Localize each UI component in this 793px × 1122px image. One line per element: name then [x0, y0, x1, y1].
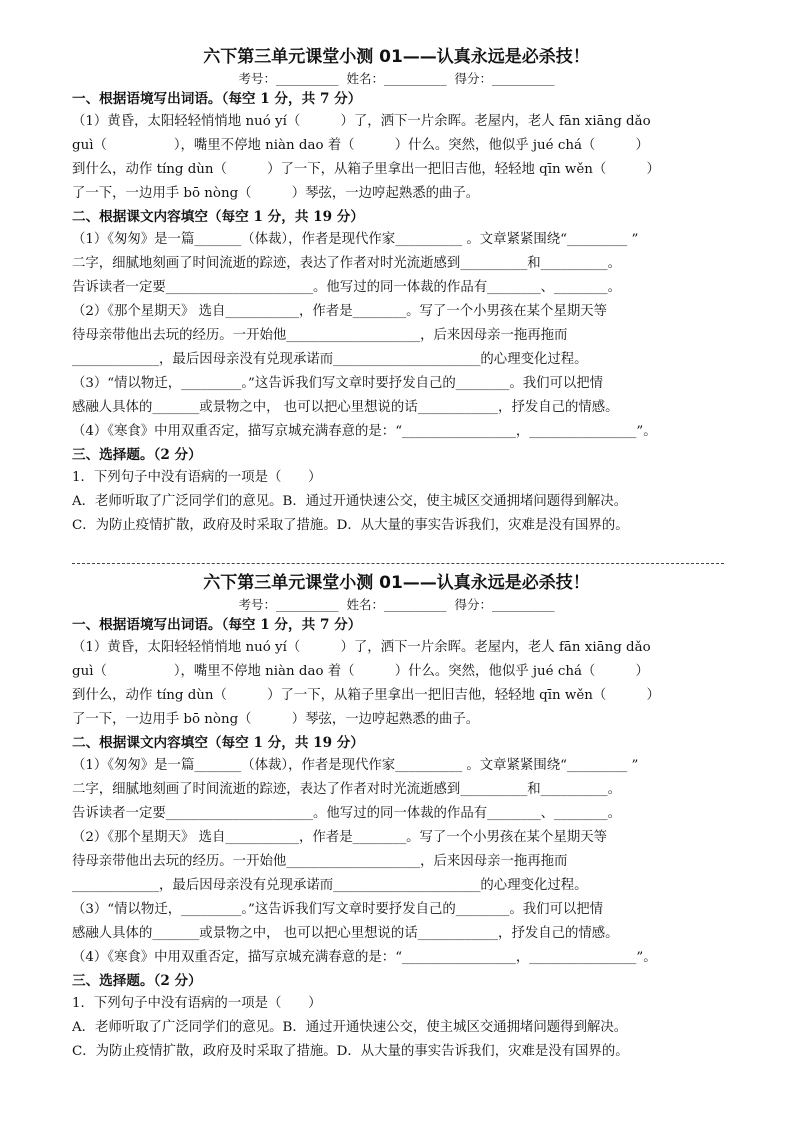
section-2-line: （4）《寒食》中用双重否定，描写京城充满春意的是：“_________________，________________”。 [72, 424, 657, 439]
section-1-heading: 一、根据语境写出词语。（每空 1 分，共 7 分） [72, 617, 362, 633]
section-1-heading: 一、根据语境写出词语。（每空 1 分，共 7 分） [72, 91, 362, 107]
section-3-heading: 三、选择题。（2 分） [72, 973, 202, 989]
section-2-heading: 二、根据课文内容填空（每空 1 分，共 19 分） [72, 209, 364, 225]
section-3-heading: 三、选择题。（2 分） [72, 447, 202, 463]
section-1-line: 了一下，一边用手 bō nòng（ ）琴弦，一边哼起熟悉的曲子。 [72, 712, 480, 727]
section-3-line: 1．下列句子中没有语病的一项是（ ） [72, 996, 322, 1011]
section-2-line: （3）“情以物迁，_________。”这告诉我们写文章时要抒发自己的________。我们可以把情 [72, 902, 604, 917]
quiz-content [72, 88, 724, 538]
section-2-line: _____________，最后因母亲没有兑现承诺而______________________的心理变化过程。 [72, 878, 588, 893]
quiz-title: 六下第三单元课堂小测 01——认真永远是必杀技！ [203, 47, 590, 67]
section-2-line: 告诉读者一定要______________________。他写过的同一体裁的作品有________、________。 [72, 280, 622, 295]
section-2-line: 感融人具体的_______或景物之中， 也可以把心里想说的话____________，抒发自己的情感。 [72, 926, 619, 941]
section-1-line: （1）黄昏，太阳轻轻悄悄地 nuó yí（ ）了，洒下一片余晖。老屋内，老人 fān xiāng dǎo [72, 640, 651, 655]
quiz-title: 六下第三单元课堂小测 01——认真永远是必杀技！ [203, 573, 590, 593]
section-3-line: A．老师听取了广泛同学们的意见。B．通过开通快速公交，使主城区交通拥堵问题得到解决。 [72, 494, 628, 509]
section-1-line: 到什么，动作 tíng dùn（ ）了一下，从箱子里拿出一把旧吉他，轻轻地 qīn wěn（ ） [72, 162, 660, 177]
section-3-line: A．老师听取了广泛同学们的意见。B．通过开通快速公交，使主城区交通拥堵问题得到解决。 [72, 1020, 628, 1035]
section-1-line: （1）黄昏，太阳轻轻悄悄地 nuó yí（ ）了，洒下一片余晖。老屋内，老人 fān xiāng dǎo [72, 114, 651, 129]
section-2-line: 待母亲带他出去玩的经历。一开始他____________________，后来因母亲一拖再拖而 [72, 328, 568, 343]
section-2-line: （1）《匆匆》是一篇_______（体裁），作者是现代作家__________ 。文章紧紧围绕“_________ ” [72, 758, 639, 773]
section-2-line: （2）《那个星期天》 选自___________，作者是________。写了一个小男孩在某个星期天等 [72, 830, 608, 845]
section-1-line: 了一下，一边用手 bō nòng（ ）琴弦，一边哼起熟悉的曲子。 [72, 186, 480, 201]
section-2-line: （3）“情以物迁，_________。”这告诉我们写文章时要抒发自己的________。我们可以把情 [72, 376, 604, 391]
quiz-meta: 考号：__________ 姓名：__________ 得分：__________ [238, 597, 555, 612]
section-3-line: C．为防止疫情扩散，政府及时采取了措施。D．从大量的事实告诉我们，灾难是没有国界的。 [72, 518, 629, 533]
cut-line-divider [72, 563, 724, 564]
quiz-sheet-top [0, 44, 793, 538]
quiz-content [72, 614, 724, 1064]
section-2-line: 二字，细腻地刻画了时间流逝的踪迹，表达了作者对时光流逝感到__________和__________。 [72, 782, 622, 797]
section-3-line: C．为防止疫情扩散，政府及时采取了措施。D．从大量的事实告诉我们，灾难是没有国界的。 [72, 1044, 629, 1059]
section-2-line: 告诉读者一定要______________________。他写过的同一体裁的作品有________、________。 [72, 806, 622, 821]
section-2-line: _____________，最后因母亲没有兑现承诺而______________________的心理变化过程。 [72, 352, 588, 367]
section-2-line: （1）《匆匆》是一篇_______（体裁），作者是现代作家__________ 。文章紧紧围绕“_________ ” [72, 232, 639, 247]
quiz-meta: 考号：__________ 姓名：__________ 得分：__________ [238, 71, 555, 86]
section-2-line: 感融人具体的_______或景物之中， 也可以把心里想说的话____________，抒发自己的情感。 [72, 400, 619, 415]
section-2-line: （4）《寒食》中用双重否定，描写京城充满春意的是：“_________________，________________”。 [72, 950, 657, 965]
section-1-line: guì（ ），嘴里不停地 niàn dao 着（ ）什么。突然，他似乎 jué chá（ ） [72, 138, 649, 153]
section-3-line: 1．下列句子中没有语病的一项是（ ） [72, 470, 322, 485]
quiz-sheet-bottom [0, 570, 793, 1064]
section-2-line: 二字，细腻地刻画了时间流逝的踪迹，表达了作者对时光流逝感到__________和__________。 [72, 256, 622, 271]
section-2-heading: 二、根据课文内容填空（每空 1 分，共 19 分） [72, 735, 364, 751]
section-1-line: 到什么，动作 tíng dùn（ ）了一下，从箱子里拿出一把旧吉他，轻轻地 qīn wěn（ ） [72, 688, 660, 703]
section-2-line: 待母亲带他出去玩的经历。一开始他____________________，后来因母亲一拖再拖而 [72, 854, 568, 869]
section-1-line: guì（ ），嘴里不停地 niàn dao 着（ ）什么。突然，他似乎 jué chá（ ） [72, 664, 649, 679]
section-2-line: （2）《那个星期天》 选自___________，作者是________。写了一个小男孩在某个星期天等 [72, 304, 608, 319]
